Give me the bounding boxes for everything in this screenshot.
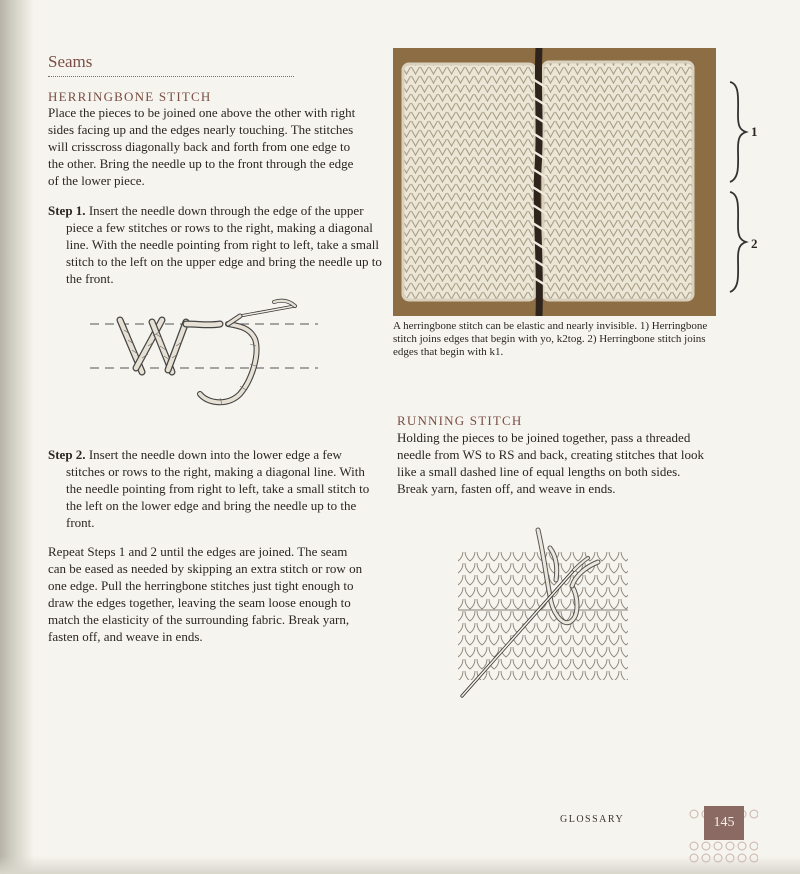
knit-swatch-image [393,48,716,316]
repeat-paragraph: Repeat Steps 1 and 2 until the edges are joined. The seam can be eased as needed by skipping an extra stitch or row on one edge. Pull the herringbone stitches just tight enough to draw the edges together, leaving the seam loose enough to match the elasticity of the surrounding fabric. Break yarn, fasten off, and weave in ends. [48,544,363,644]
book-spine-shadow [0,0,34,874]
photo-bracket-indicators [728,80,750,298]
herringbone-heading: HERRINGBONE STITCH [48,89,212,104]
step-1-label: Step 1. [48,203,86,218]
section-title: Seams [48,52,93,71]
photo-caption: A herringbone stitch can be elastic and nearly invisible. 1) Herringbone stitch joins edges that begin with yo, k2tog. 2) Herringbone stitch joins edges that begin with k1. [393,320,708,358]
step-1-text: Insert the needle down through the edge of the upper piece a few stitches or rows to the right, making a diagonal line. With the needle pointing from right to left, take a small stitch to the left on the upper edge and bring the needle up to the front. [66,203,382,286]
page-bottom-shadow [0,856,800,874]
running-stitch-illustration [452,526,634,704]
herringbone-intro: Place the pieces to be joined one above the other with right sides facing up and the edges nearly touching. The stitches will crisscross diagonally back and forth from one edge to the other. Bring the needle up to the front through the edge of the lower piece. [48,105,356,188]
running-heading: RUNNING STITCH [397,413,523,428]
title-dotted-rule [48,76,294,77]
step-2 [48,446,384,531]
photo-label-1: 1 [751,124,758,139]
photo-label-2: 2 [751,236,758,251]
herringbone-stitch-illustration [90,294,320,412]
knit-swatch-photo [393,48,716,316]
running-paragraph: Holding the pieces to be joined together, pass a threaded needle from WS to RS and back, creating stitches that look like a small dashed line of equal lengths on both sides. Break yarn, fasten off, and weave in ends. [397,430,704,496]
footer-section-label: GLOSSARY [560,814,625,825]
step-1 [48,202,384,287]
step-2-label: Step 2. [48,447,86,462]
step-2-text: Insert the needle down into the lower edge a few stitches or rows to the right, making a diagonal line. With the needle pointing from right to left, take a small stitch to the left on the lower edge and bring the needle up to the front. [66,447,370,530]
page-number: 145 [704,806,744,840]
